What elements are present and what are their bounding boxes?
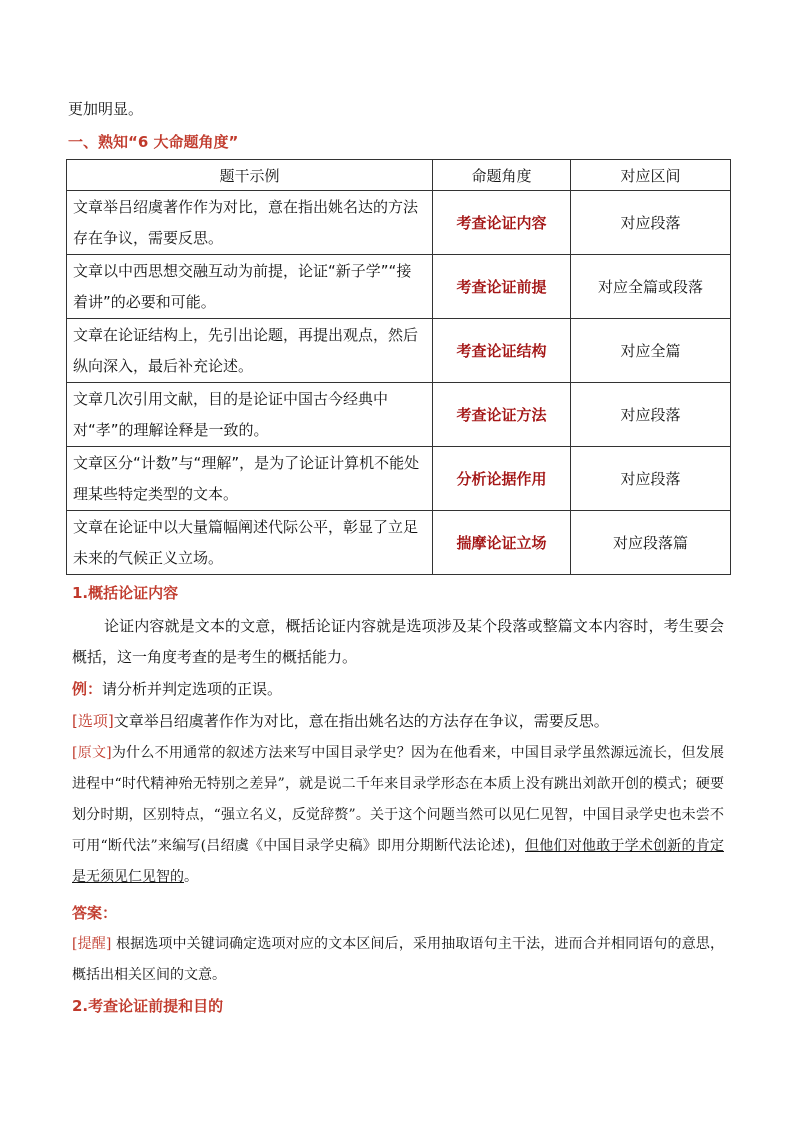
table-row: [67, 447, 731, 511]
row-example: 文章几次引用文献，目的是论证中国古今经典中对“孝”的理解诠释是一致的。: [67, 383, 433, 447]
row-angle: 考查论证前提: [433, 255, 571, 319]
example-line: [72, 678, 282, 700]
original-end: 。: [184, 869, 198, 885]
tip-block: [72, 929, 724, 991]
row-example: 文章区分“计数”与“理解”，是为了论证计算机不能处理某些特定类型的文本。: [67, 447, 433, 511]
table-header-row: [67, 160, 731, 191]
original-tag: [原文]: [72, 745, 112, 761]
question-angle-table: [66, 159, 731, 575]
row-angle: 考查论证结构: [433, 319, 571, 383]
row-example: 文章在论证结构上，先引出论题，再提出观点，然后纵向深入，最后补充论述。: [67, 319, 433, 383]
option-text: 文章举吕绍虞著作作为对比，意在指出姚名达的方法存在争议，需要反思。: [113, 712, 609, 730]
explanation-paragraph: 论证内容就是文本的文意，概括论证内容就是选项涉及某个段落或整篇文本内容时，考生要会概括，这一角度考查的是考生的概括能力。: [72, 617, 724, 666]
row-angle: 考查论证方法: [433, 383, 571, 447]
intro-text: 更加明显。: [68, 100, 144, 118]
original-text: 为什么不用通常的叙述方法来写中国目录学史？因为在他看来，中国目录学虽然源远流长，但发展进程中“时代精神殆无特别之差异”，就是说二千年来目录学形态在本质上没有跳出刘歆开创的模式；硬要划分时期，区别特点，“强立名义，反觉辞赘”。关于这个问题当然可以见仁见智，中国目录学史也未尝不可用“断代法”来编写(吕绍虞《中国目录学史稿》即用分期断代法论述)，: [72, 745, 724, 854]
option-tag: [选项]: [72, 712, 114, 730]
subsection-title-1: 1.概括论证内容: [72, 584, 179, 602]
tip-text: 根据选项中关键词确定选项对应的文本区间后，采用抽取语句主干法，进而合并相同语句的意思，概括出相关区间的文意。: [72, 936, 724, 983]
row-range: 对应全篇或段落: [571, 255, 731, 319]
original-underlined-text: 但他们对他敢于学术创新的肯定是无须见仁见智的: [72, 838, 724, 885]
header-range: 对应区间: [571, 160, 731, 191]
row-range: 对应段落: [571, 447, 731, 511]
row-example: 文章以中西思想交融互动为前提，论证“新子学”“接着讲”的必要和可能。: [67, 255, 433, 319]
option-line: [72, 710, 609, 732]
row-angle: 分析论据作用: [433, 447, 571, 511]
table-row: [67, 383, 731, 447]
subsection-title-2: 2.考查论证前提和目的: [72, 997, 224, 1015]
table-row: [67, 255, 731, 319]
row-range: 对应段落: [571, 383, 731, 447]
row-example: 文章举吕绍虞著作作为对比，意在指出姚名达的方法存在争议，需要反思。: [67, 191, 433, 255]
example-text: 请分析并判定选项的正误。: [102, 680, 283, 698]
row-range: 对应段落篇: [571, 511, 731, 575]
header-angle: 命题角度: [433, 160, 571, 191]
header-example: 题干示例: [67, 160, 433, 191]
original-text-block: [72, 738, 724, 893]
table-row: [67, 511, 731, 575]
row-angle: 考查论证内容: [433, 191, 571, 255]
row-range: 对应全篇: [571, 319, 731, 383]
row-angle: 揣摩论证立场: [433, 511, 571, 575]
row-example: 文章在论证中以大量篇幅阐述代际公平，彰显了立足未来的气候正义立场。: [67, 511, 433, 575]
example-label: 例：: [72, 680, 103, 698]
table-row: [67, 319, 731, 383]
section-heading: 一、熟知“6 大命题角度”: [68, 133, 239, 151]
row-range: 对应段落: [571, 191, 731, 255]
answer-label: 答案：: [72, 904, 118, 922]
tip-tag: [提醒]: [72, 936, 112, 952]
table-row: [67, 191, 731, 255]
